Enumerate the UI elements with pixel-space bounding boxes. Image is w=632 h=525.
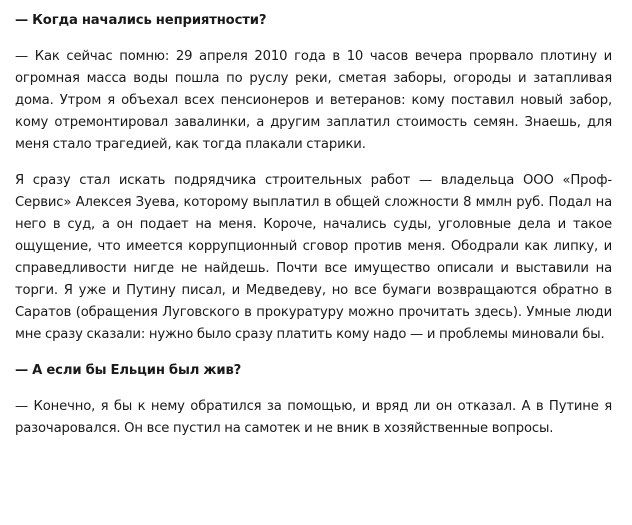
interview-question-2: — А если бы Ельцин был жив? [15,363,242,378]
interview-answer-3: — Конечно, я бы к нему обратился за помощью, и вряд ли он отказал. А в Путине я разочаровался. Он все пустил на самотек и не вник в хозяйственные вопросы. [15,399,612,436]
interview-answer-1: — Как сейчас помню: 29 апреля 2010 года в 10 часов вечера прорвало плотину и огромная масса воды пошла по руслу реки, сметая заборы, огороды и затапливая дома. Утром я объехал всех пенсионеров и ветеранов: кому поставил новый забор, кому отремонтировал завалинки, а другим заплатил стоимость семян. Знаешь, для меня стало трагедией, как тогда плакали старики. [15,49,612,152]
interview-question-1: — Когда начались неприятности? [15,13,267,28]
interview-article [15,10,612,440]
interview-answer-2: Я сразу стал искать подрядчика строительных работ — владельца ООО «Проф-Сервис» Алексея Зуева, которому выплатил в общей сложности 8 ммлн руб. Подал на него в суд, а он подает на меня. Короче, начались суды, уголовные дела и такое ощущение, что имеется коррупционный сговор против меня. Ободрали как липку, и справедливости нигде не найдешь. Почти все имущество описали и выставили на торги. Я уже и Путину писал, и Медведеву, но все бумаги возвращаются обратно в Саратов (обращения Луговского в прокуратуру можно прочитать здесь). Умные люди мне сразу сказали: нужно было сразу платить кому надо — и проблемы миновали бы. [15,173,612,342]
